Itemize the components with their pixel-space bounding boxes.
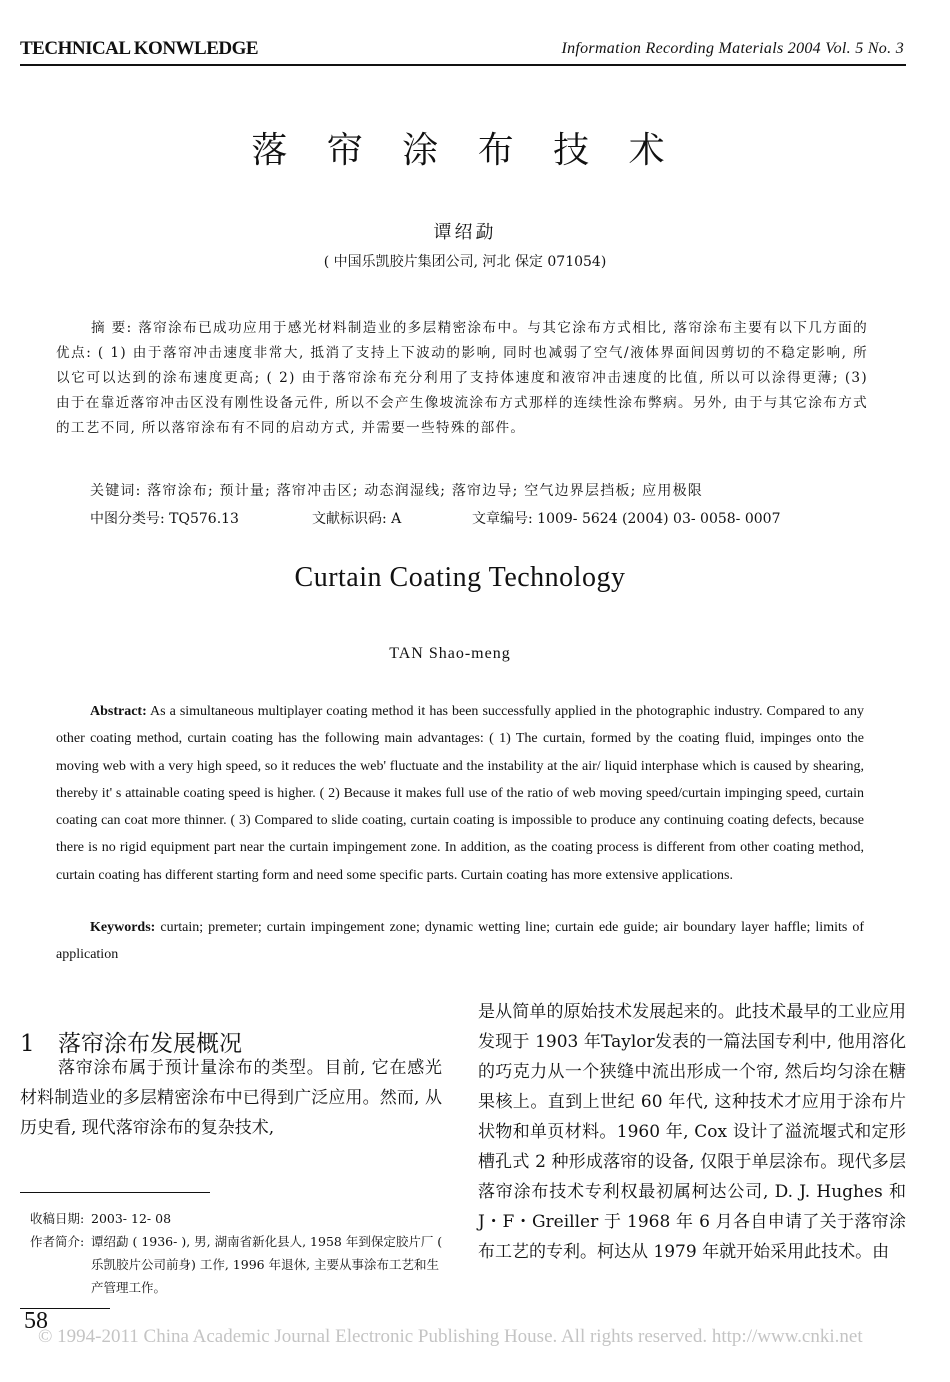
keywords-cn: 关键词: 落帘涂布; 预计量; 落帘冲击区; 动态润湿线; 落帘边导; 空气边界层挡板; 应用极限 [90, 483, 703, 499]
author-en: TAN Shao-meng [389, 645, 511, 662]
paper-title-cn: 落 帘 涂 布 技 术 [251, 130, 679, 171]
document-code: 文献标识码: A [312, 511, 402, 527]
copyright-watermark: © 1994-2011 China Academic Journal Electronic Publishing House. All rights reserved. http://www.cnki.net [38, 1326, 863, 1347]
header-rule [20, 64, 906, 66]
section-number: 1 [20, 1031, 35, 1057]
keywords-en [56, 914, 864, 969]
page-number: 58 [24, 1308, 48, 1334]
running-header-journal: Information Recording Materials 2004 Vol. 5 No. 3 [561, 40, 904, 57]
clc-number: 中图分类号: TQ576.13 [90, 511, 239, 527]
author-bio: 谭绍勐 ( 1936- ), 男, 湖南省新化县人, 1958 年到保定胶片厂 ( 乐凯胶片公司前身) 工作, 1996 年退休, 主要从事涂布工艺和生产管理工作。 [91, 1234, 443, 1295]
abstract-en-label: Abstract: [90, 704, 147, 719]
bio-label: 作者简介: [30, 1234, 85, 1249]
body-paragraph-right: 是从简单的原始技术发展起来的。此技术最早的工业应用发现于 1903 年Taylor发表的一篇法国专利中, 他用溶化的巧克力从一个狭缝中流出形成一个帘, 然后均匀涂在糖果核上。直到上世纪 60 年代, 这种技术才应用于涂布片状物和单页材料。1960 年, Cox 设计了溢流堰式和定形槽孔式 2 种形成落帘的设备, 仅限于单层涂布。现代多层落帘涂布技术专利权最初属柯达公司, D. J. Hughes 和 J・F・Greiller 于 1968 年 6 月各自申请了关于落帘涂布工艺的专利。柯达从 1979 年就开始采用此技术。由 [478, 1002, 906, 1262]
section-title: 落帘涂布发展概况 [58, 1031, 242, 1057]
keywords-en-text: curtain; premeter; curtain impingement zone; dynamic wetting line; curtain ede guide; air boundary layer haffle; limits of application [56, 920, 864, 963]
author-cn: 谭绍勐 [433, 222, 497, 243]
abstract-cn: 摘 要: 落帘涂布已成功应用于感光材料制造业的多层精密涂布中。与其它涂布方式相比, 落帘涂布主要有以下几方面的优点: ( 1) 由于落帘冲击速度非常大, 抵消了支持上下波动的影响, 同时也减弱了空气/液体界面间因剪切的不稳定影响, 所以它可以达到的涂布速度更高; ( 2) 由于落帘涂布充分利用了支持体速度和液帘冲击速度的比值, 所以可以涂得更薄; (3) 由于在靠近落帘冲击区没有刚性设备元件, 所以不会产生像坡流涂布方式那样的连续性涂布弊病。另外, 由于与其它涂布方式的工艺不同, 所以落帘涂布有不同的启动方式, 并需要一些特殊的部件。 [56, 320, 868, 436]
running-header-section: TECHNICAL KONWLEDGE [20, 38, 259, 59]
paper-title-en: Curtain Coating Technology [294, 562, 626, 593]
affiliation-cn: ( 中国乐凯胶片集团公司, 河北 保定 071054) [323, 254, 607, 270]
classification-line [90, 508, 880, 530]
received-label: 收稿日期: [30, 1211, 85, 1226]
body-paragraph-left: 落帘涂布属于预计量涂布的类型。目前, 它在感光材料制造业的多层精密涂布中已得到广泛应用。然而, 从历史看, 现代落帘涂布的复杂技术, [20, 1058, 442, 1138]
received-date: 2003- 12- 08 [91, 1211, 172, 1226]
abstract-en-text: As a simultaneous multiplayer coating method it has been successfully applied in the photographic industry. Compared to any other coating method, curtain coating has the following main advantages: ( 1) The curtain, formed by the coating fluid, impinges onto the moving web with a very high speed, so it reduces the web' fluctuate and the instability at the air/ liquid interphase which is caused by shearing, thereby it' s attainable coating speed is higher. ( 2) Because it makes full use of the ratio of web moving speed/curtain impinging speed, curtain coating can coat more thinner. ( 3) Compared to slide coating, curtain coating is impossible to produce any continuing coating defects, because there is no rigid equipment part near the curtain impingement zone. In addition, as the coating process is different from other coating method, curtain coating has different starting form and need some specific parts. Curtain coating has more extensive applications. [56, 704, 864, 883]
footnote [30, 1207, 450, 1299]
footnote-rule [20, 1192, 210, 1193]
abstract-en [56, 698, 864, 889]
article-number: 文章编号: 1009- 5624 (2004) 03- 0058- 0007 [472, 511, 781, 527]
keywords-en-label: Keywords: [90, 920, 156, 935]
